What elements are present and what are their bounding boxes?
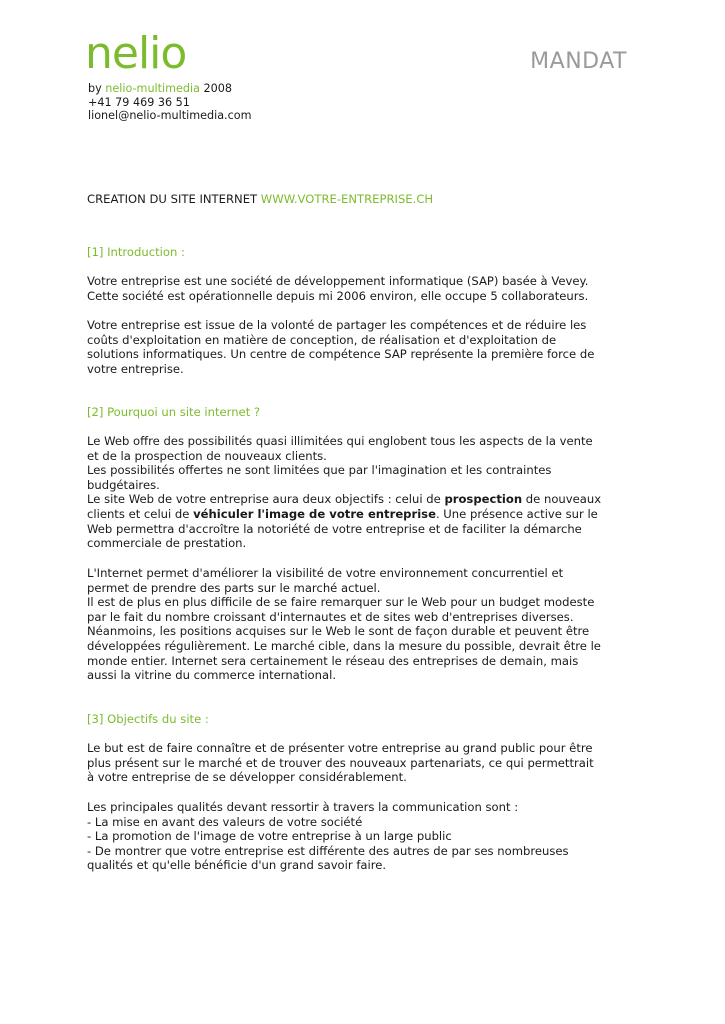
section-2-sentence-d: L'Internet permet d'améliorer la visibilité de votre environnement concurrentiel et permet de prendre des parts sur le marché actuel. [87,566,564,595]
section-2-sentence-e: Il est de plus en plus difficile de se faire remarquer sur le Web pour un budget modeste par le fait du nombre croissant d'internautes et de sites web d'entreprises diverses. Néanmoins, les positions acquises sur le Web le sont de façon durable et peuvent être développées régulièrement. Le marché cible, dans la mesure du possible, devrait être le monde entier. Internet sera certainement le réseau des entreprises de demain, mais aussi la vitrine du commerce international. [87,595,601,683]
objective-prospection: prospection [444,492,523,507]
section-2-sentence-a: Le Web offre des possibilités quasi illimitées qui englobent tous les aspects de la vente et de la prospection de nouveaux clients. [87,434,593,463]
section-1-heading: [1] Introduction : [87,245,185,259]
year: 2008 [200,82,233,95]
phone-number: +41 79 469 36 51 [88,95,190,109]
section-3-list-intro: Les principales qualités devant ressortir à travers la communication sont : [87,800,519,814]
section-3-heading: [3] Objectifs du site : [87,712,209,726]
section-2-paragraph-2 [87,566,602,683]
list-item: - La promotion de l'image de votre entreprise à un large public [87,829,452,844]
objectives-text-3: . Une présence active sur le Web permettra d'accroître la notoriété de votre entreprise et de faciliter la démarche commerciale de prestation. [87,506,598,551]
by-prefix: by [88,82,106,95]
email-address: lionel@nelio-multimedia.com [88,109,252,122]
list-item: - De montrer que votre entreprise est différente des autres de par ses nombreuses qualités et qu'elle bénéficie d'un grand savoir faire. [87,843,569,873]
document-type-label: MANDAT [530,49,627,74]
section-2-paragraph-1 [87,434,602,551]
nelio-logo: nelio [85,28,187,79]
section-2-sentence-b: Les possibilités offertes ne sont limitées que par l'imagination et les contraintes budgétaires. [87,463,552,492]
title-prefix: CREATION DU SITE INTERNET [87,192,261,206]
section-1-paragraph-2: Votre entreprise est issue de la volonté de partager les compétences et de réduire les coûts d'exploitation en matière de conception, de réalisation et d'exploitation de solutions informatiques. Un centre de compétence SAP représente la première force de votre entreprise. [87,318,595,376]
section-3-list-block [87,800,602,873]
contact-block [88,82,252,123]
list-item: - La mise en avant des valeurs de votre société [87,814,363,829]
company-name: nelio-multimedia [105,82,200,95]
author-line [88,82,252,96]
section-2-sentence-c [87,492,602,550]
objectives-text-2: de nouveaux clients et celui de [87,492,602,521]
document-title [87,192,602,207]
website-url: WWW.VOTRE-ENTREPRISE.CH [260,192,434,206]
section-2-heading: [2] Pourquoi un site internet ? [87,405,261,419]
section-3-paragraph-1: Le but est de faire connaître et de présenter votre entreprise au grand public pour être plus présent sur le marché et de trouver des nouveaux partenariats, ce qui permettrait à votre entreprise de se développer considérablement. [87,741,594,785]
objectives-text-1: Le site Web de votre entreprise aura deux objectifs : celui de [87,492,445,507]
section-1-paragraph-1: Votre entreprise est une société de développement informatique (SAP) basée à Vevey. Cette société est opérationnelle depuis mi 2006 environ, elle occupe 5 collaborateurs. [87,274,589,303]
objective-image: véhiculer l'image de votre entreprise [193,506,436,521]
